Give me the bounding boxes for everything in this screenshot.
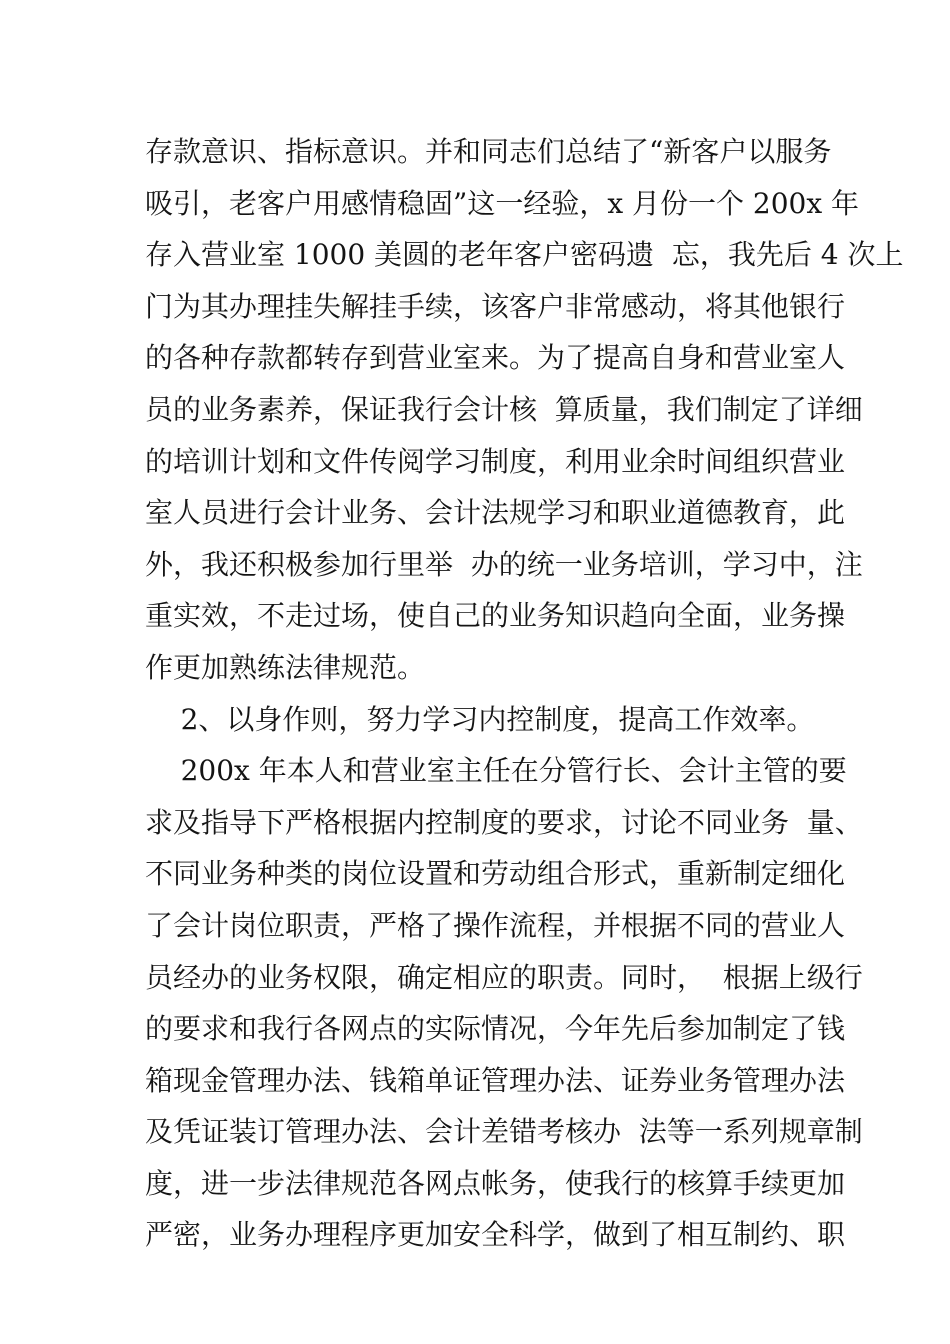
document-body	[145, 126, 904, 1261]
text-line: 重实效，不走过场，使自己的业务知识趋向全面，业务操	[145, 599, 846, 633]
text-line: 存入营业室 1000 美圆的老年客户密码遗 忘，我先后 4 次上	[145, 238, 904, 272]
text-line: 员的业务素养，保证我行会计核 算质量，我们制定了详细	[145, 392, 863, 426]
section-heading: 2、以身作则，努力学习内控制度，提高工作效率。	[145, 702, 815, 736]
text-line: 不同业务种类的岗位设置和劳动组合形式，重新制定细化	[145, 857, 846, 891]
text-line: 的培训计划和文件传阅学习制度，利用业余时间组织营业	[145, 444, 846, 478]
text-line: 吸引，老客户用感情稳固”这一经验，x 月份一个 200x 年	[145, 186, 860, 220]
text-line: 室人员进行会计业务、会计法规学习和职业道德教育，此	[145, 496, 846, 530]
text-line: 员经办的业务权限，确定相应的职责。同时， 根据上级行	[145, 960, 863, 994]
text-line: 的各种存款都转存到营业室来。为了提高自身和营业室人	[145, 341, 846, 375]
text-line: 门为其办理挂失解挂手续，该客户非常感动，将其他银行	[145, 289, 846, 323]
text-line: 外，我还积极参加行里举 办的统一业务培训，学习中，注	[145, 547, 863, 581]
text-line: 及凭证装订管理办法、会计差错考核办 法等一系列规章制	[145, 1115, 863, 1149]
text-line: 的要求和我行各网点的实际情况，今年先后参加制定了钱	[145, 1012, 846, 1046]
text-line: 了会计岗位职责，严格了操作流程，并根据不同的营业人	[145, 908, 846, 942]
text-line: 存款意识、指标意识。并和同志们总结了“新客户以服务	[145, 135, 832, 168]
text-line: 200x 年本人和营业室主任在分管行长、会计主管的要	[145, 754, 847, 788]
text-line: 严密，业务办理程序更加安全科学，做到了相互制约、职	[145, 1218, 846, 1252]
text-line: 箱现金管理办法、钱箱单证管理办法、证券业务管理办法	[145, 1063, 846, 1097]
text-line: 作更加熟练法律规范。	[145, 650, 426, 684]
text-line: 度，进一步法律规范各网点帐务，使我行的核算手续更加	[145, 1166, 846, 1200]
text-line: 求及指导下严格根据内控制度的要求，讨论不同业务 量、	[145, 805, 863, 839]
